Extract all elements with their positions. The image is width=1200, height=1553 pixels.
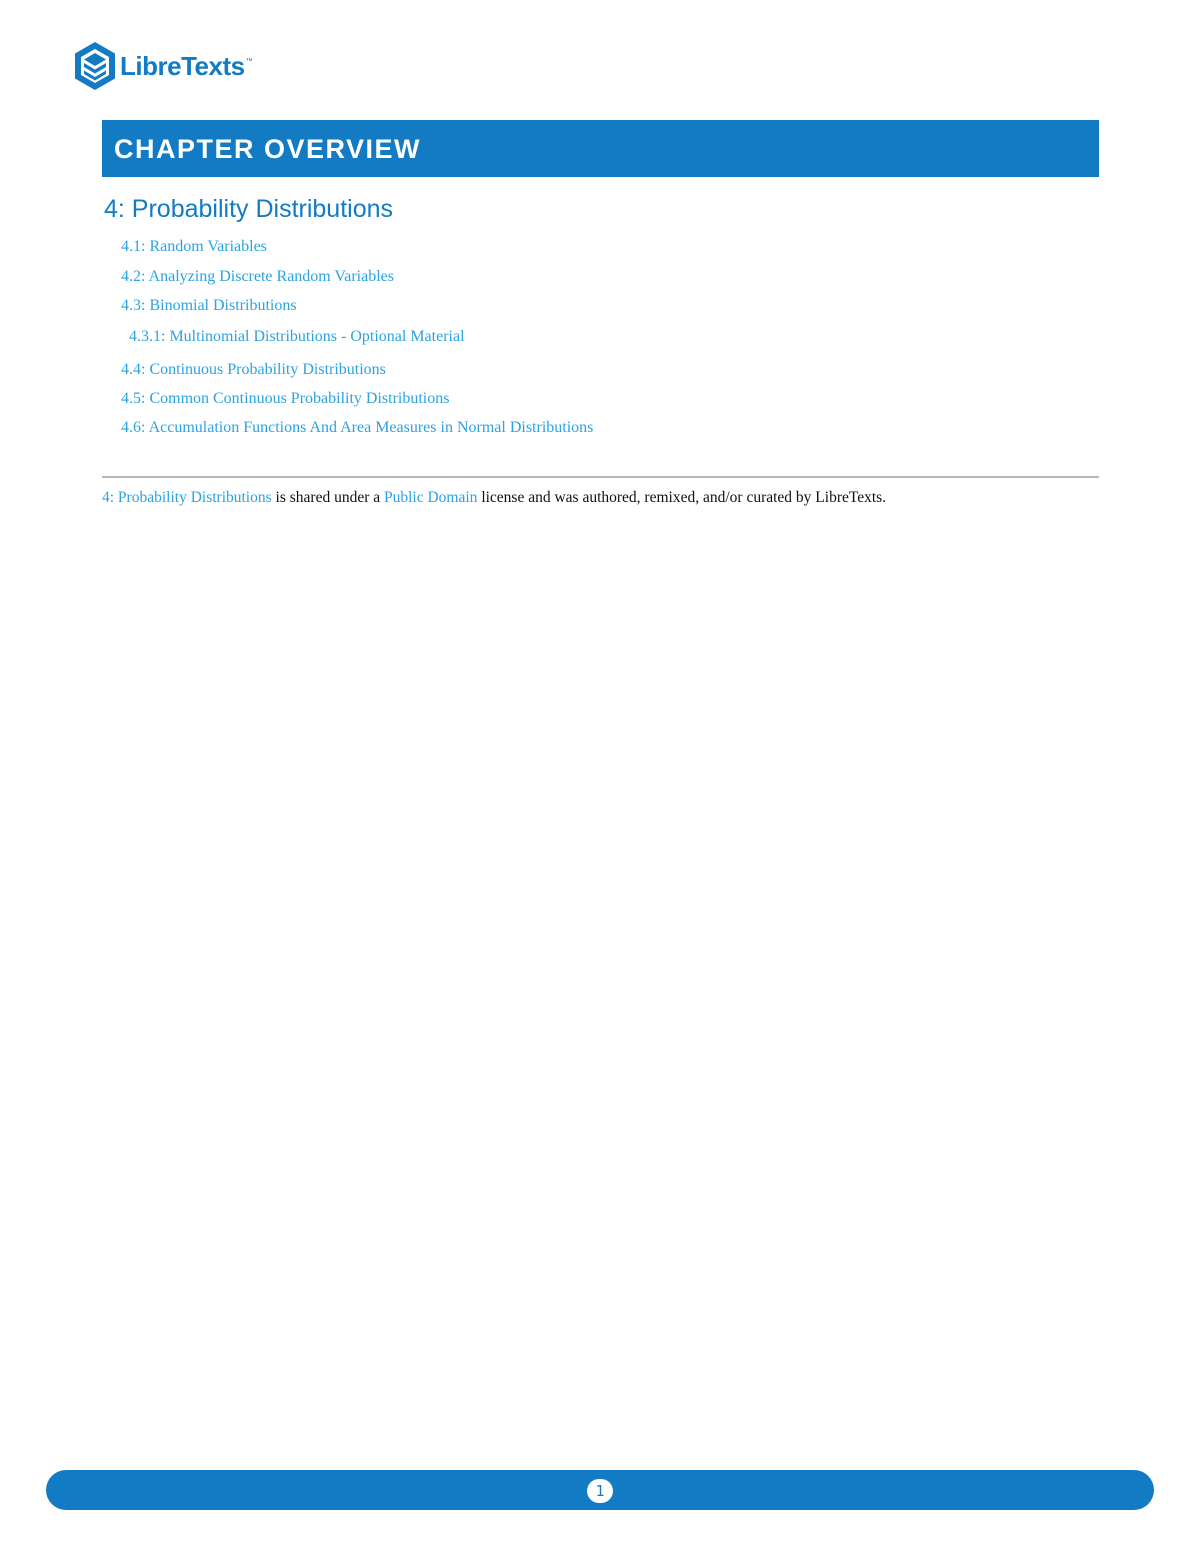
- chapter-overview-banner: [102, 120, 1099, 177]
- toc-link-4-5[interactable]: 4.5: Common Continuous Probability Distributions: [121, 390, 450, 407]
- toc-link-4-6[interactable]: 4.6: Accumulation Functions And Area Measures in Normal Distributions: [121, 419, 594, 436]
- license-text-2: license and was authored, remixed, and/or curated by LibreTexts.: [477, 489, 887, 506]
- toc-link-4-2[interactable]: 4.2: Analyzing Discrete Random Variables: [121, 268, 394, 285]
- logo-text: LibreTexts: [120, 50, 245, 81]
- divider-rule: [102, 476, 1099, 478]
- libretexts-logo-icon: [72, 40, 118, 92]
- chapter-title: 4: Probability Distributions: [104, 195, 394, 223]
- license-statement: [102, 489, 886, 507]
- license-page-link[interactable]: 4: Probability Distributions: [102, 489, 272, 506]
- banner-title: CHAPTER OVERVIEW: [114, 134, 422, 164]
- public-domain-link[interactable]: Public Domain: [384, 489, 478, 506]
- toc-link-4-3-1[interactable]: 4.3.1: Multinomial Distributions - Optional Material: [129, 328, 465, 345]
- toc-link-4-3[interactable]: 4.3: Binomial Distributions: [121, 297, 297, 314]
- license-text-1: is shared under a: [271, 489, 384, 506]
- logo-trademark: ™: [245, 58, 253, 65]
- libretexts-logo[interactable]: [72, 40, 253, 92]
- toc-link-4-4[interactable]: 4.4: Continuous Probability Distributions: [121, 361, 386, 378]
- page-number: 1: [587, 1479, 613, 1503]
- toc-link-4-1[interactable]: 4.1: Random Variables: [121, 238, 267, 255]
